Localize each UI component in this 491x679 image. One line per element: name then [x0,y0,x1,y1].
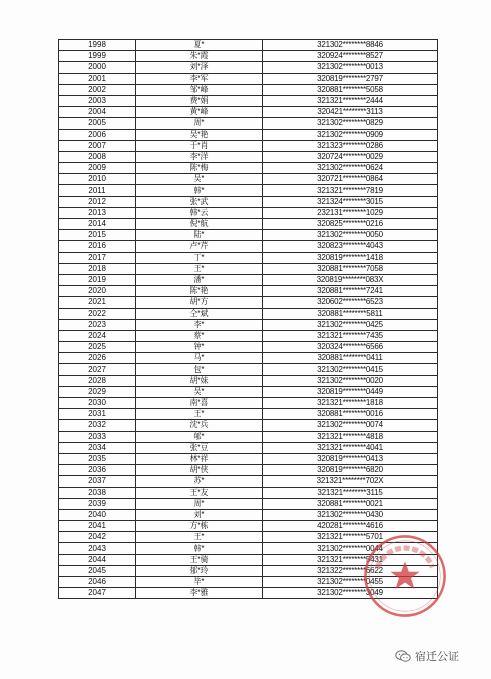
row-number: 2008 [59,151,136,162]
table-row [59,319,438,330]
id-number: 321302********0074 [263,420,438,431]
wechat-icon [395,649,411,663]
row-number: 2001 [59,73,136,84]
table-row [59,442,438,453]
table-row [59,185,438,196]
person-name: 倪*航 [136,219,263,230]
person-name: 王*骑 [136,554,263,565]
table-row [59,252,438,263]
row-number: 2016 [59,241,136,252]
table-row [59,151,438,162]
id-number: 320881********0411 [263,353,438,364]
row-number: 2030 [59,398,136,409]
id-number: 320819********0449 [263,386,438,397]
table-row [59,163,438,174]
person-name: 王* [136,263,263,274]
row-number: 2000 [59,62,136,73]
table-row [59,241,438,252]
row-number: 2009 [59,163,136,174]
row-number: 2013 [59,207,136,218]
id-number: 321324********3015 [263,196,438,207]
id-number: 320881********5058 [263,84,438,95]
person-name: 毕* [136,577,263,588]
account-name: 宿迁公证 [415,651,459,663]
row-number: 2023 [59,319,136,330]
row-number: 2010 [59,174,136,185]
person-name: 方*栋 [136,521,263,532]
person-name: 李*洋 [136,151,263,162]
row-number: 2037 [59,476,136,487]
person-name: 吴*艳 [136,129,263,140]
id-number: 321321********7819 [263,185,438,196]
id-number: 320881********7241 [263,286,438,297]
id-number: 321302********0829 [263,118,438,129]
row-number: 2020 [59,286,136,297]
row-number: 2021 [59,297,136,308]
row-number: 2027 [59,364,136,375]
id-number: 321321********2444 [263,95,438,106]
table-row [59,129,438,140]
person-name: 蔡* [136,330,263,341]
table-row [59,174,438,185]
table-row [59,375,438,386]
person-name: 张*武 [136,196,263,207]
red-official-seal [362,533,448,619]
id-number: 321321********702X [263,476,438,487]
id-number: 320881********0021 [263,498,438,509]
row-number: 2024 [59,330,136,341]
person-name: 苏* [136,476,263,487]
person-name: 钟* [136,342,263,353]
id-number: 320819********2797 [263,73,438,84]
person-name: 胡*妹 [136,375,263,386]
id-number: 321302********0455 [263,577,438,588]
person-name: 刘* [136,509,263,520]
table-row [59,420,438,431]
table-row [59,487,438,498]
row-number: 2035 [59,453,136,464]
person-name: 潘* [136,274,263,285]
row-number: 2007 [59,140,136,151]
person-name: 吴* [136,386,263,397]
person-name: 王*友 [136,487,263,498]
table-row [59,84,438,95]
table-row [59,230,438,241]
person-name: 陆* [136,230,263,241]
id-number: 321323********0286 [263,140,438,151]
person-name: 张*豆 [136,442,263,453]
table-row [59,219,438,230]
person-name: 沈*兵 [136,420,263,431]
table-row [59,95,438,106]
table-row [59,73,438,84]
id-number: 321321********4041 [263,442,438,453]
person-name: 王* [136,532,263,543]
row-number: 2012 [59,196,136,207]
table-row [59,521,438,532]
id-number: 321302********0909 [263,129,438,140]
person-name: 卢*芹 [136,241,263,252]
row-number: 2031 [59,409,136,420]
row-number: 2046 [59,577,136,588]
row-number: 2004 [59,107,136,118]
row-number: 2036 [59,465,136,476]
person-name: 邹*峰 [136,84,263,95]
id-number: 321321********1818 [263,398,438,409]
table-row [59,431,438,442]
id-number: 321321********4818 [263,431,438,442]
row-number: 2033 [59,431,136,442]
person-name: 韩*云 [136,207,263,218]
person-name: 韩* [136,543,263,554]
id-number: 320324********6566 [263,342,438,353]
person-name: 郁*玲 [136,565,263,576]
id-number: 321321********3115 [263,487,438,498]
id-number: 320881********5811 [263,308,438,319]
table-row [59,263,438,274]
id-number: 321302********0415 [263,364,438,375]
row-number: 2022 [59,308,136,319]
id-number: 321321********5431 [263,554,438,565]
id-number: 320825********0216 [263,219,438,230]
id-number: 320819********6820 [263,465,438,476]
id-number: 321321********7435 [263,330,438,341]
row-number: 2043 [59,543,136,554]
person-name: 仝*斌 [136,308,263,319]
id-number: 232131********1029 [263,207,438,218]
row-number: 2044 [59,554,136,565]
id-number: 321302********0425 [263,319,438,330]
row-number: 2040 [59,509,136,520]
table-row [59,140,438,151]
table-row [59,207,438,218]
table-row [59,297,438,308]
id-number: 321302********0430 [263,509,438,520]
person-name: 胡*方 [136,297,263,308]
person-name: 夏* [136,40,263,51]
table-row [59,386,438,397]
person-name: 李* [136,319,263,330]
row-number: 2018 [59,263,136,274]
person-name: 周* [136,498,263,509]
table-row [59,498,438,509]
row-number: 2025 [59,342,136,353]
table-row [59,107,438,118]
table-row [59,51,438,62]
table-row [59,342,438,353]
id-number: 321302********8846 [263,40,438,51]
id-number: 321302********0050 [263,230,438,241]
person-name: 周* [136,118,263,129]
person-name: 马* [136,353,263,364]
table-row [59,465,438,476]
person-name: 李*军 [136,73,263,84]
row-number: 2045 [59,565,136,576]
id-number: 320724********0029 [263,151,438,162]
row-number: 1998 [59,40,136,51]
row-number: 2038 [59,487,136,498]
table-row [59,62,438,73]
row-number: 2003 [59,95,136,106]
row-number: 2026 [59,353,136,364]
person-name: 陈*梅 [136,163,263,174]
table-row [59,40,438,51]
table-row [59,286,438,297]
person-name: 费*娟 [136,95,263,106]
row-number: 2034 [59,442,136,453]
row-number: 2042 [59,532,136,543]
row-number: 2028 [59,375,136,386]
id-number: 321302********0624 [263,163,438,174]
person-name: 刘*泽 [136,62,263,73]
id-number: 321302********0013 [263,62,438,73]
row-number: 2032 [59,420,136,431]
person-name: 朱*霞 [136,51,263,62]
person-name: 胡*侠 [136,465,263,476]
id-number: 321321********5701 [263,532,438,543]
id-number: 320421********3113 [263,107,438,118]
wechat-account-footer [395,648,459,664]
table-row [59,398,438,409]
id-number: 320924********8527 [263,51,438,62]
person-name: 黄*峰 [136,107,263,118]
id-number: 320819********083X [263,274,438,285]
table-row [59,509,438,520]
row-number: 2014 [59,219,136,230]
id-number: 320602********6523 [263,297,438,308]
row-number: 2019 [59,274,136,285]
row-number: 2029 [59,386,136,397]
person-name: 丁* [136,252,263,263]
id-number: 320881********7058 [263,263,438,274]
person-name: 韩* [136,185,263,196]
id-number: 320823********4043 [263,241,438,252]
person-name: 陈*艳 [136,286,263,297]
table-row [59,274,438,285]
id-number: 321302********0020 [263,375,438,386]
table-row [59,196,438,207]
id-number: 320721********0864 [263,174,438,185]
row-number: 2017 [59,252,136,263]
person-name: 吴* [136,174,263,185]
table-row [59,330,438,341]
roster-table [58,39,438,599]
table-row [59,118,438,129]
table-row [59,353,438,364]
row-number: 1999 [59,51,136,62]
row-number: 2047 [59,588,136,599]
table-row [59,453,438,464]
row-number: 2015 [59,230,136,241]
row-number: 2039 [59,498,136,509]
row-number: 2041 [59,521,136,532]
table-row [59,409,438,420]
id-number: 320819********1418 [263,252,438,263]
row-number: 2005 [59,118,136,129]
person-name: 王* [136,409,263,420]
id-number: 321302********0044 [263,543,438,554]
person-name: 南*喜 [136,398,263,409]
person-name: 林*祥 [136,453,263,464]
table-row [59,476,438,487]
row-number: 2011 [59,185,136,196]
person-name: 郇* [136,431,263,442]
id-number: 321302********3049 [263,588,438,599]
person-name: 包* [136,364,263,375]
id-number: 320881********0016 [263,409,438,420]
table-row [59,364,438,375]
table-row [59,308,438,319]
id-number: 321322********6622 [263,565,438,576]
id-number: 420281********4616 [263,521,438,532]
person-name: 李*雅 [136,588,263,599]
row-number: 2002 [59,84,136,95]
id-number: 320819********0413 [263,453,438,464]
roster-table-body [59,40,438,599]
row-number: 2006 [59,129,136,140]
person-name: 于*肖 [136,140,263,151]
